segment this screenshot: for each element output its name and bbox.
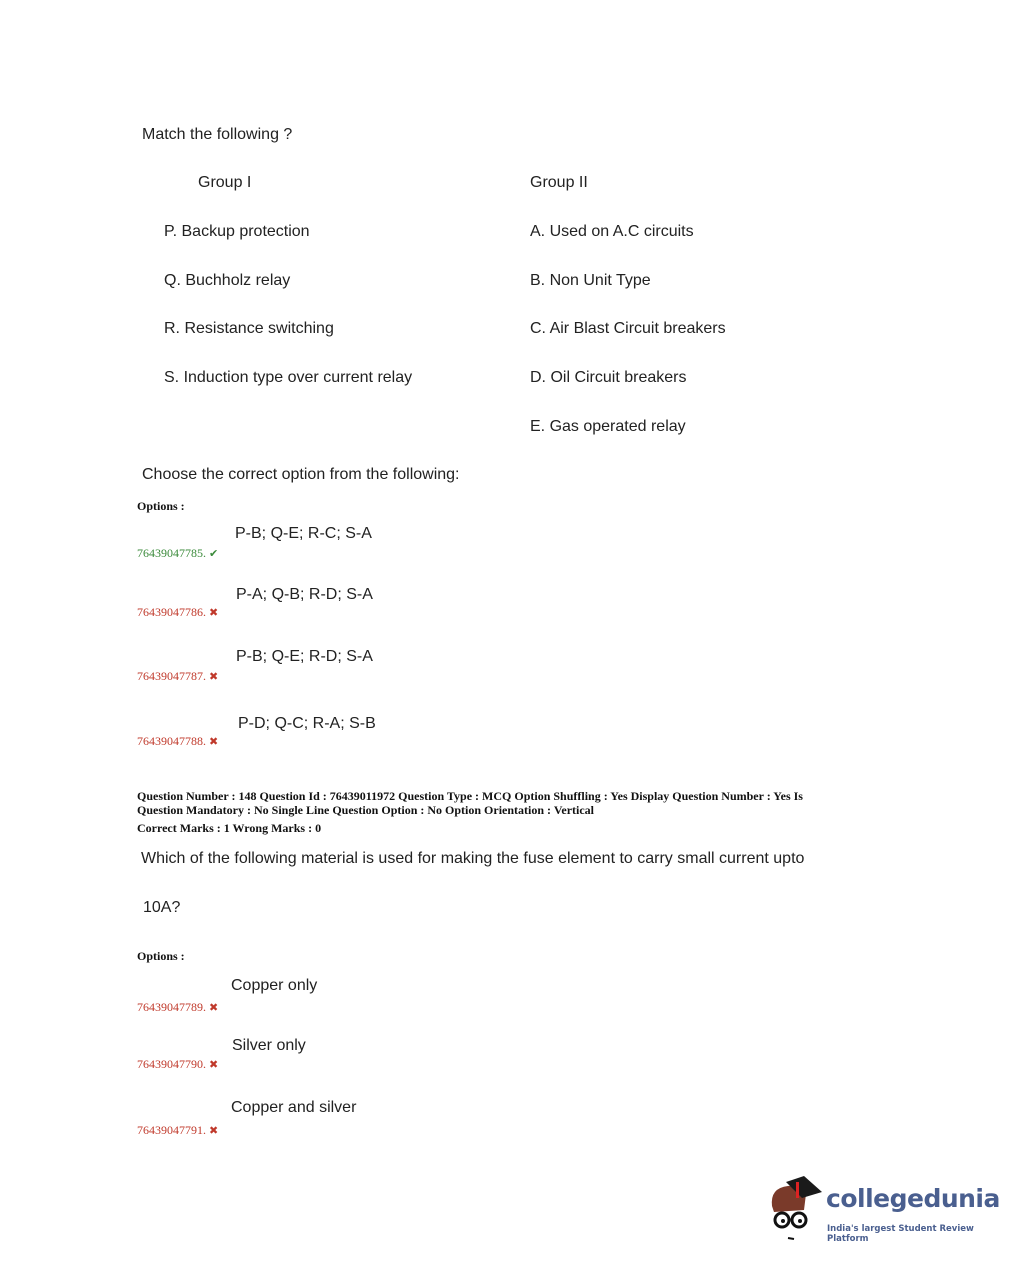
question-prompt: Match the following ?: [142, 126, 293, 143]
option-text: Silver only: [232, 1037, 306, 1054]
group1-header: Group I: [198, 174, 252, 191]
group1-item: Q. Buchholz relay: [164, 272, 291, 289]
group2-item: D. Oil Circuit breakers: [530, 369, 687, 386]
group2-item: A. Used on A.C circuits: [530, 223, 694, 240]
options-label: Options :: [137, 949, 185, 963]
group1-item: S. Induction type over current relay: [164, 369, 413, 386]
question-meta: Question Number : 148 Question Id : 76439011972 Question Type : MCQ Option Shuffling : Yes Display Question Number : Yes Is: [137, 789, 803, 803]
option-text: P-B; Q-E; R-C; S-A: [235, 525, 372, 542]
cross-icon: ✖: [209, 1125, 219, 1137]
cross-icon: ✖: [209, 1002, 219, 1014]
option-text: Copper only: [231, 977, 318, 994]
group1-item: P. Backup protection: [164, 223, 310, 240]
question-marks: Correct Marks : 1 Wrong Marks : 0: [137, 821, 322, 835]
option-id: 76439047788. ✖: [137, 734, 219, 748]
cross-icon: ✖: [209, 607, 219, 619]
options-label: Options :: [137, 499, 185, 513]
option-text: P-D; Q-C; R-A; S-B: [238, 715, 376, 732]
question-text: Which of the following material is used for making the fuse element to carry small current upto: [141, 850, 805, 867]
cross-icon: ✖: [209, 1059, 219, 1071]
collegedunia-logo: collegedunia India's largest Student Review Platform: [766, 1176, 996, 1246]
option-id: 76439047787. ✖: [137, 669, 219, 683]
mascot-icon: [766, 1176, 826, 1246]
cross-icon: ✖: [209, 736, 219, 748]
option-text: Copper and silver: [231, 1099, 357, 1116]
option-id: 76439047785. ✔: [137, 546, 219, 560]
option-id: 76439047790. ✖: [137, 1057, 219, 1071]
check-icon: ✔: [209, 548, 219, 560]
option-text: P-A; Q-B; R-D; S-A: [236, 586, 373, 603]
choose-instruction: Choose the correct option from the following:: [142, 466, 460, 483]
group2-item: B. Non Unit Type: [530, 272, 651, 289]
question-text: 10A?: [143, 899, 181, 916]
option-text: P-B; Q-E; R-D; S-A: [236, 648, 373, 665]
option-id: 76439047789. ✖: [137, 1000, 219, 1014]
group2-header: Group II: [530, 174, 588, 191]
group2-item: E. Gas operated relay: [530, 418, 686, 435]
group1-item: R. Resistance switching: [164, 320, 334, 337]
group2-item: C. Air Blast Circuit breakers: [530, 320, 726, 337]
question-meta: Question Mandatory : No Single Line Question Option : No Option Orientation : Vertical: [137, 803, 595, 817]
option-id: 76439047791. ✖: [137, 1123, 219, 1137]
option-id: 76439047786. ✖: [137, 605, 219, 619]
cross-icon: ✖: [209, 671, 219, 683]
